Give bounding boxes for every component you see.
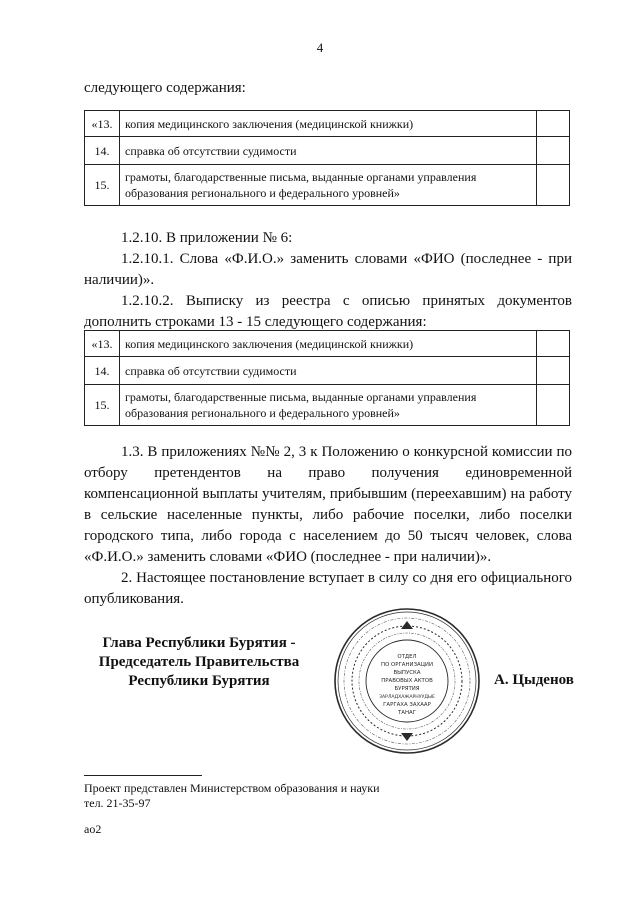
signatory-name: А. Цыденов (494, 672, 574, 688)
row-text: справка об отсутствии судимости (120, 357, 537, 385)
row-number: 14. (85, 357, 120, 385)
table-row (85, 357, 570, 385)
footnote-line: тел. 21-35-97 (84, 796, 151, 810)
documents-table-1 (84, 110, 570, 206)
row-text-line: грамоты, благодарственные письма, выданные органами управления (125, 170, 477, 184)
footnote-divider (84, 775, 202, 776)
page-number: 4 (316, 40, 324, 55)
paragraph-2: 2. Настоящее постановление вступает в силу со дня его официального опубликования. (84, 570, 572, 607)
table-row (85, 385, 570, 426)
footnote-line: Проект представлен Министерством образования и науки (84, 781, 380, 795)
signatory-title-line: Республики Бурятия (128, 673, 270, 689)
seal-text-line: ПРАВОВЫХ АКТОВ (381, 678, 433, 684)
seal-text-line: БУРЯТИЯ (394, 686, 420, 692)
paragraph-1-2-10-1: 1.2.10.1. Слова «Ф.И.О.» заменить словами «ФИО (последнее - при наличии)». (84, 251, 572, 288)
documents-table-2 (84, 330, 570, 426)
table-row (85, 331, 570, 357)
paragraph-1-2-10: 1.2.10. В приложении № 6: (121, 230, 293, 246)
empty-cell (537, 165, 570, 206)
row-text-line: образования регионального и федерального уровней» (125, 186, 400, 200)
row-number: 15. (85, 165, 120, 206)
row-text: копия медицинского заключения (медицинской книжки) (120, 111, 537, 137)
row-text: справка об отсутствии судимости (120, 137, 537, 165)
row-number: «13. (85, 111, 120, 137)
seal-text-line: ПО ОРГАНИЗАЦИИ (381, 662, 433, 668)
empty-cell (537, 111, 570, 137)
row-number: «13. (85, 331, 120, 357)
table-row (85, 165, 570, 206)
seal-center-text (379, 654, 435, 716)
signatory-title-line: Глава Республики Бурятия - (102, 635, 296, 651)
signatory-title-line: Председатель Правительства (98, 654, 300, 670)
row-number: 15. (85, 385, 120, 426)
empty-cell (537, 331, 570, 357)
row-text: копия медицинского заключения (медицинской книжки) (120, 331, 537, 357)
seal-text-line: ЗАРЛАДХАЖАРНУУДЫЕ (379, 695, 435, 700)
footnote (84, 781, 380, 811)
row-text-line: грамоты, благодарственные письма, выданные органами управления (125, 390, 477, 404)
signatory-title (74, 634, 324, 691)
row-text (120, 385, 537, 426)
seal-text-line: ТАНАГ (397, 710, 417, 716)
empty-cell (537, 357, 570, 385)
intro-text: следующего содержания: (84, 80, 246, 96)
paragraph-1-2-10-2: 1.2.10.2. Выписку из реестра с описью принятых документов дополнить строками 13 - 15 следующего содержания: (84, 293, 572, 330)
official-seal (332, 606, 482, 756)
seal-text-line: ВЫПУСКА (393, 670, 421, 676)
seal-text-line: ОТДЕЛ (397, 654, 417, 660)
document-code: ао2 (84, 822, 102, 836)
seal-text-line: ГАРГАХА ЗАХААР (383, 702, 431, 708)
row-text-line: образования регионального и федерального уровней» (125, 406, 400, 420)
paragraph-1-3: 1.3. В приложениях №№ 2, 3 к Положению о конкурсной комиссии по отбору претендентов на право получения единовременной компенсационной выплаты учителям, прибывшим (переехавшим) на работу в сельские населенные пункты, либо рабочие поселки, либо поселки городского типа, либо города с населением до 50 тысяч человек, слова «Ф.И.О.» заменить словами «ФИО (последнее - при наличии)». (84, 444, 572, 565)
table-row (85, 137, 570, 165)
row-text (120, 165, 537, 206)
row-number: 14. (85, 137, 120, 165)
empty-cell (537, 137, 570, 165)
empty-cell (537, 385, 570, 426)
table-row (85, 111, 570, 137)
